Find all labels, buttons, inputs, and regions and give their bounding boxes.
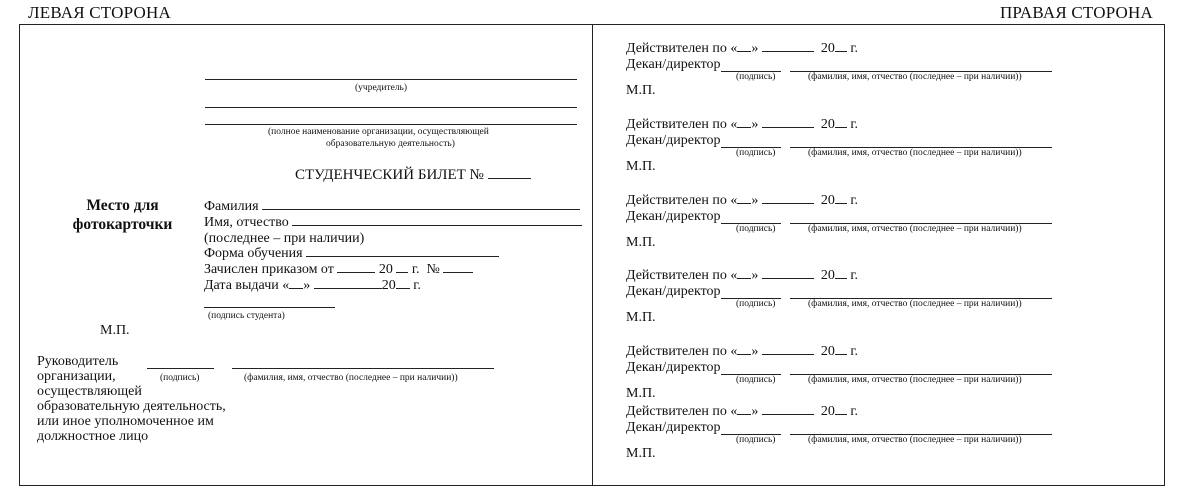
head-line-5: или иное уполномоченное им [37, 414, 214, 429]
valid-month-line[interactable] [762, 202, 814, 204]
student-card-title-text: СТУДЕНЧЕСКИЙ БИЛЕТ № [295, 167, 484, 183]
name-line[interactable] [292, 224, 582, 226]
student-signature-caption: (подпись студента) [208, 311, 285, 321]
org-name-line-2[interactable] [205, 124, 577, 125]
valid-year-line[interactable] [835, 413, 847, 415]
dean-signature-caption: (подпись) [736, 148, 776, 158]
valid-year: 20 [820, 344, 835, 359]
valid-label: Действителен по « [626, 404, 738, 419]
issue-year-line[interactable] [396, 287, 410, 289]
issue-month-line[interactable] [314, 287, 382, 289]
head-fio-line[interactable] [232, 368, 494, 369]
org-caption-line-1: (полное наименование организации, осуществляющей [268, 127, 489, 137]
valid-quote: » [751, 193, 759, 208]
photo-line-1: Место для [86, 197, 159, 214]
left-stamp: М.П. [100, 323, 130, 338]
founder-line[interactable] [205, 79, 577, 80]
student-card-title [295, 167, 531, 184]
study-form-row [204, 246, 499, 262]
valid-g: г. [850, 268, 859, 283]
valid-year-line[interactable] [835, 353, 847, 355]
valid-g: г. [850, 41, 859, 56]
dean-signature-caption: (подпись) [736, 224, 776, 234]
photo-line-2: фотокарточки [72, 216, 173, 233]
surname-row [204, 199, 580, 215]
surname-label: Фамилия [204, 199, 259, 214]
dean-fio-caption: (фамилия, имя, отчество (последнее – при наличии)) [808, 375, 1022, 385]
valid-month-line[interactable] [762, 277, 814, 279]
enrolled-year: 20 [378, 262, 393, 277]
dean-fio-caption: (фамилия, имя, отчество (последнее – при наличии)) [808, 72, 1022, 82]
valid-row [626, 404, 858, 420]
left-side-label: ЛЕВАЯ СТОРОНА [28, 3, 171, 22]
study-form-label: Форма обучения [204, 246, 303, 261]
valid-label: Действителен по « [626, 117, 738, 132]
valid-quote: » [751, 344, 759, 359]
head-line-2: организации, [37, 369, 116, 384]
valid-quote: » [751, 404, 759, 419]
valid-month-line[interactable] [762, 50, 814, 52]
enrolled-row [204, 262, 473, 278]
dean-label: Декан/директор [626, 133, 721, 148]
head-signature-caption: (подпись) [160, 373, 200, 383]
valid-label: Действителен по « [626, 41, 738, 56]
dean-label: Декан/директор [626, 420, 721, 435]
center-divider [592, 24, 593, 486]
valid-row [626, 41, 858, 57]
name-note: (последнее – при наличии) [204, 231, 365, 246]
valid-year: 20 [820, 404, 835, 419]
dean-signature-caption: (подпись) [736, 435, 776, 445]
head-signature-line[interactable] [147, 368, 214, 369]
valid-g: г. [850, 404, 859, 419]
valid-year: 20 [820, 268, 835, 283]
org-name-line-1[interactable] [205, 107, 577, 108]
valid-day-line[interactable] [737, 277, 751, 279]
dean-label: Декан/директор [626, 284, 721, 299]
dean-label: Декан/директор [626, 360, 721, 375]
dean-signature-caption: (подпись) [736, 375, 776, 385]
name-row [204, 215, 582, 231]
issue-g: г. [413, 278, 421, 293]
name-label: Имя, отчество [204, 215, 289, 230]
org-caption-line-2: образовательную деятельность) [326, 139, 455, 149]
head-line-1: Руководитель [37, 354, 119, 369]
right-stamp: М.П. [626, 446, 656, 461]
valid-quote: » [751, 268, 759, 283]
valid-row [626, 117, 858, 133]
valid-year: 20 [820, 41, 835, 56]
head-line-4: образовательную деятельность, [37, 399, 226, 414]
enrolled-number-sign: № [426, 262, 440, 277]
valid-year-line[interactable] [835, 50, 847, 52]
valid-g: г. [850, 193, 859, 208]
head-line-3: осуществляющей [37, 384, 142, 399]
valid-quote: » [751, 117, 759, 132]
valid-day-line[interactable] [737, 50, 751, 52]
right-stamp: М.П. [626, 159, 656, 174]
valid-label: Действителен по « [626, 268, 738, 283]
valid-quote: » [751, 41, 759, 56]
issue-date-row [204, 278, 421, 294]
valid-year-line[interactable] [835, 277, 847, 279]
photo-placeholder [55, 196, 190, 234]
surname-line[interactable] [262, 208, 580, 210]
right-side-label: ПРАВАЯ СТОРОНА [999, 3, 1153, 22]
issue-day-line[interactable] [289, 287, 303, 289]
valid-g: г. [850, 344, 859, 359]
dean-fio-caption: (фамилия, имя, отчество (последнее – при наличии)) [808, 148, 1022, 158]
valid-day-line[interactable] [737, 202, 751, 204]
valid-day-line[interactable] [737, 353, 751, 355]
dean-fio-caption: (фамилия, имя, отчество (последнее – при наличии)) [808, 435, 1022, 445]
valid-month-line[interactable] [762, 353, 814, 355]
valid-month-line[interactable] [762, 126, 814, 128]
valid-year: 20 [820, 193, 835, 208]
head-fio-caption: (фамилия, имя, отчество (последнее – при наличии)) [244, 373, 458, 383]
valid-year-line[interactable] [835, 126, 847, 128]
valid-label: Действителен по « [626, 193, 738, 208]
dean-signature-caption: (подпись) [736, 72, 776, 82]
valid-month-line[interactable] [762, 413, 814, 415]
founder-caption: (учредитель) [355, 83, 408, 93]
issue-date-label: Дата выдачи « [204, 278, 290, 293]
right-stamp: М.П. [626, 235, 656, 250]
card-number-line[interactable] [488, 177, 531, 179]
student-signature-line[interactable] [204, 307, 335, 308]
enrolled-number-line[interactable] [443, 271, 473, 273]
valid-g: г. [850, 117, 859, 132]
valid-row [626, 268, 858, 284]
dean-label: Декан/директор [626, 209, 721, 224]
valid-row [626, 193, 858, 209]
head-line-6: должностное лицо [37, 429, 149, 444]
enrolled-label: Зачислен приказом от [204, 262, 334, 277]
issue-quote: » [303, 278, 311, 293]
right-stamp: М.П. [626, 310, 656, 325]
valid-year: 20 [820, 117, 835, 132]
valid-label: Действителен по « [626, 344, 738, 359]
enrolled-year-line[interactable] [396, 271, 408, 273]
dean-fio-caption: (фамилия, имя, отчество (последнее – при наличии)) [808, 299, 1022, 309]
dean-signature-caption: (подпись) [736, 299, 776, 309]
valid-row [626, 344, 858, 360]
valid-day-line[interactable] [737, 413, 751, 415]
valid-day-line[interactable] [737, 126, 751, 128]
valid-year-line[interactable] [835, 202, 847, 204]
enrolled-g: г. [411, 262, 420, 277]
issue-year: 20 [381, 278, 396, 293]
right-stamp: М.П. [626, 83, 656, 98]
dean-label: Декан/директор [626, 57, 721, 72]
dean-fio-caption: (фамилия, имя, отчество (последнее – при наличии)) [808, 224, 1022, 234]
enrolled-date-line[interactable] [337, 271, 375, 273]
study-form-line[interactable] [306, 255, 499, 257]
right-stamp: М.П. [626, 386, 656, 401]
